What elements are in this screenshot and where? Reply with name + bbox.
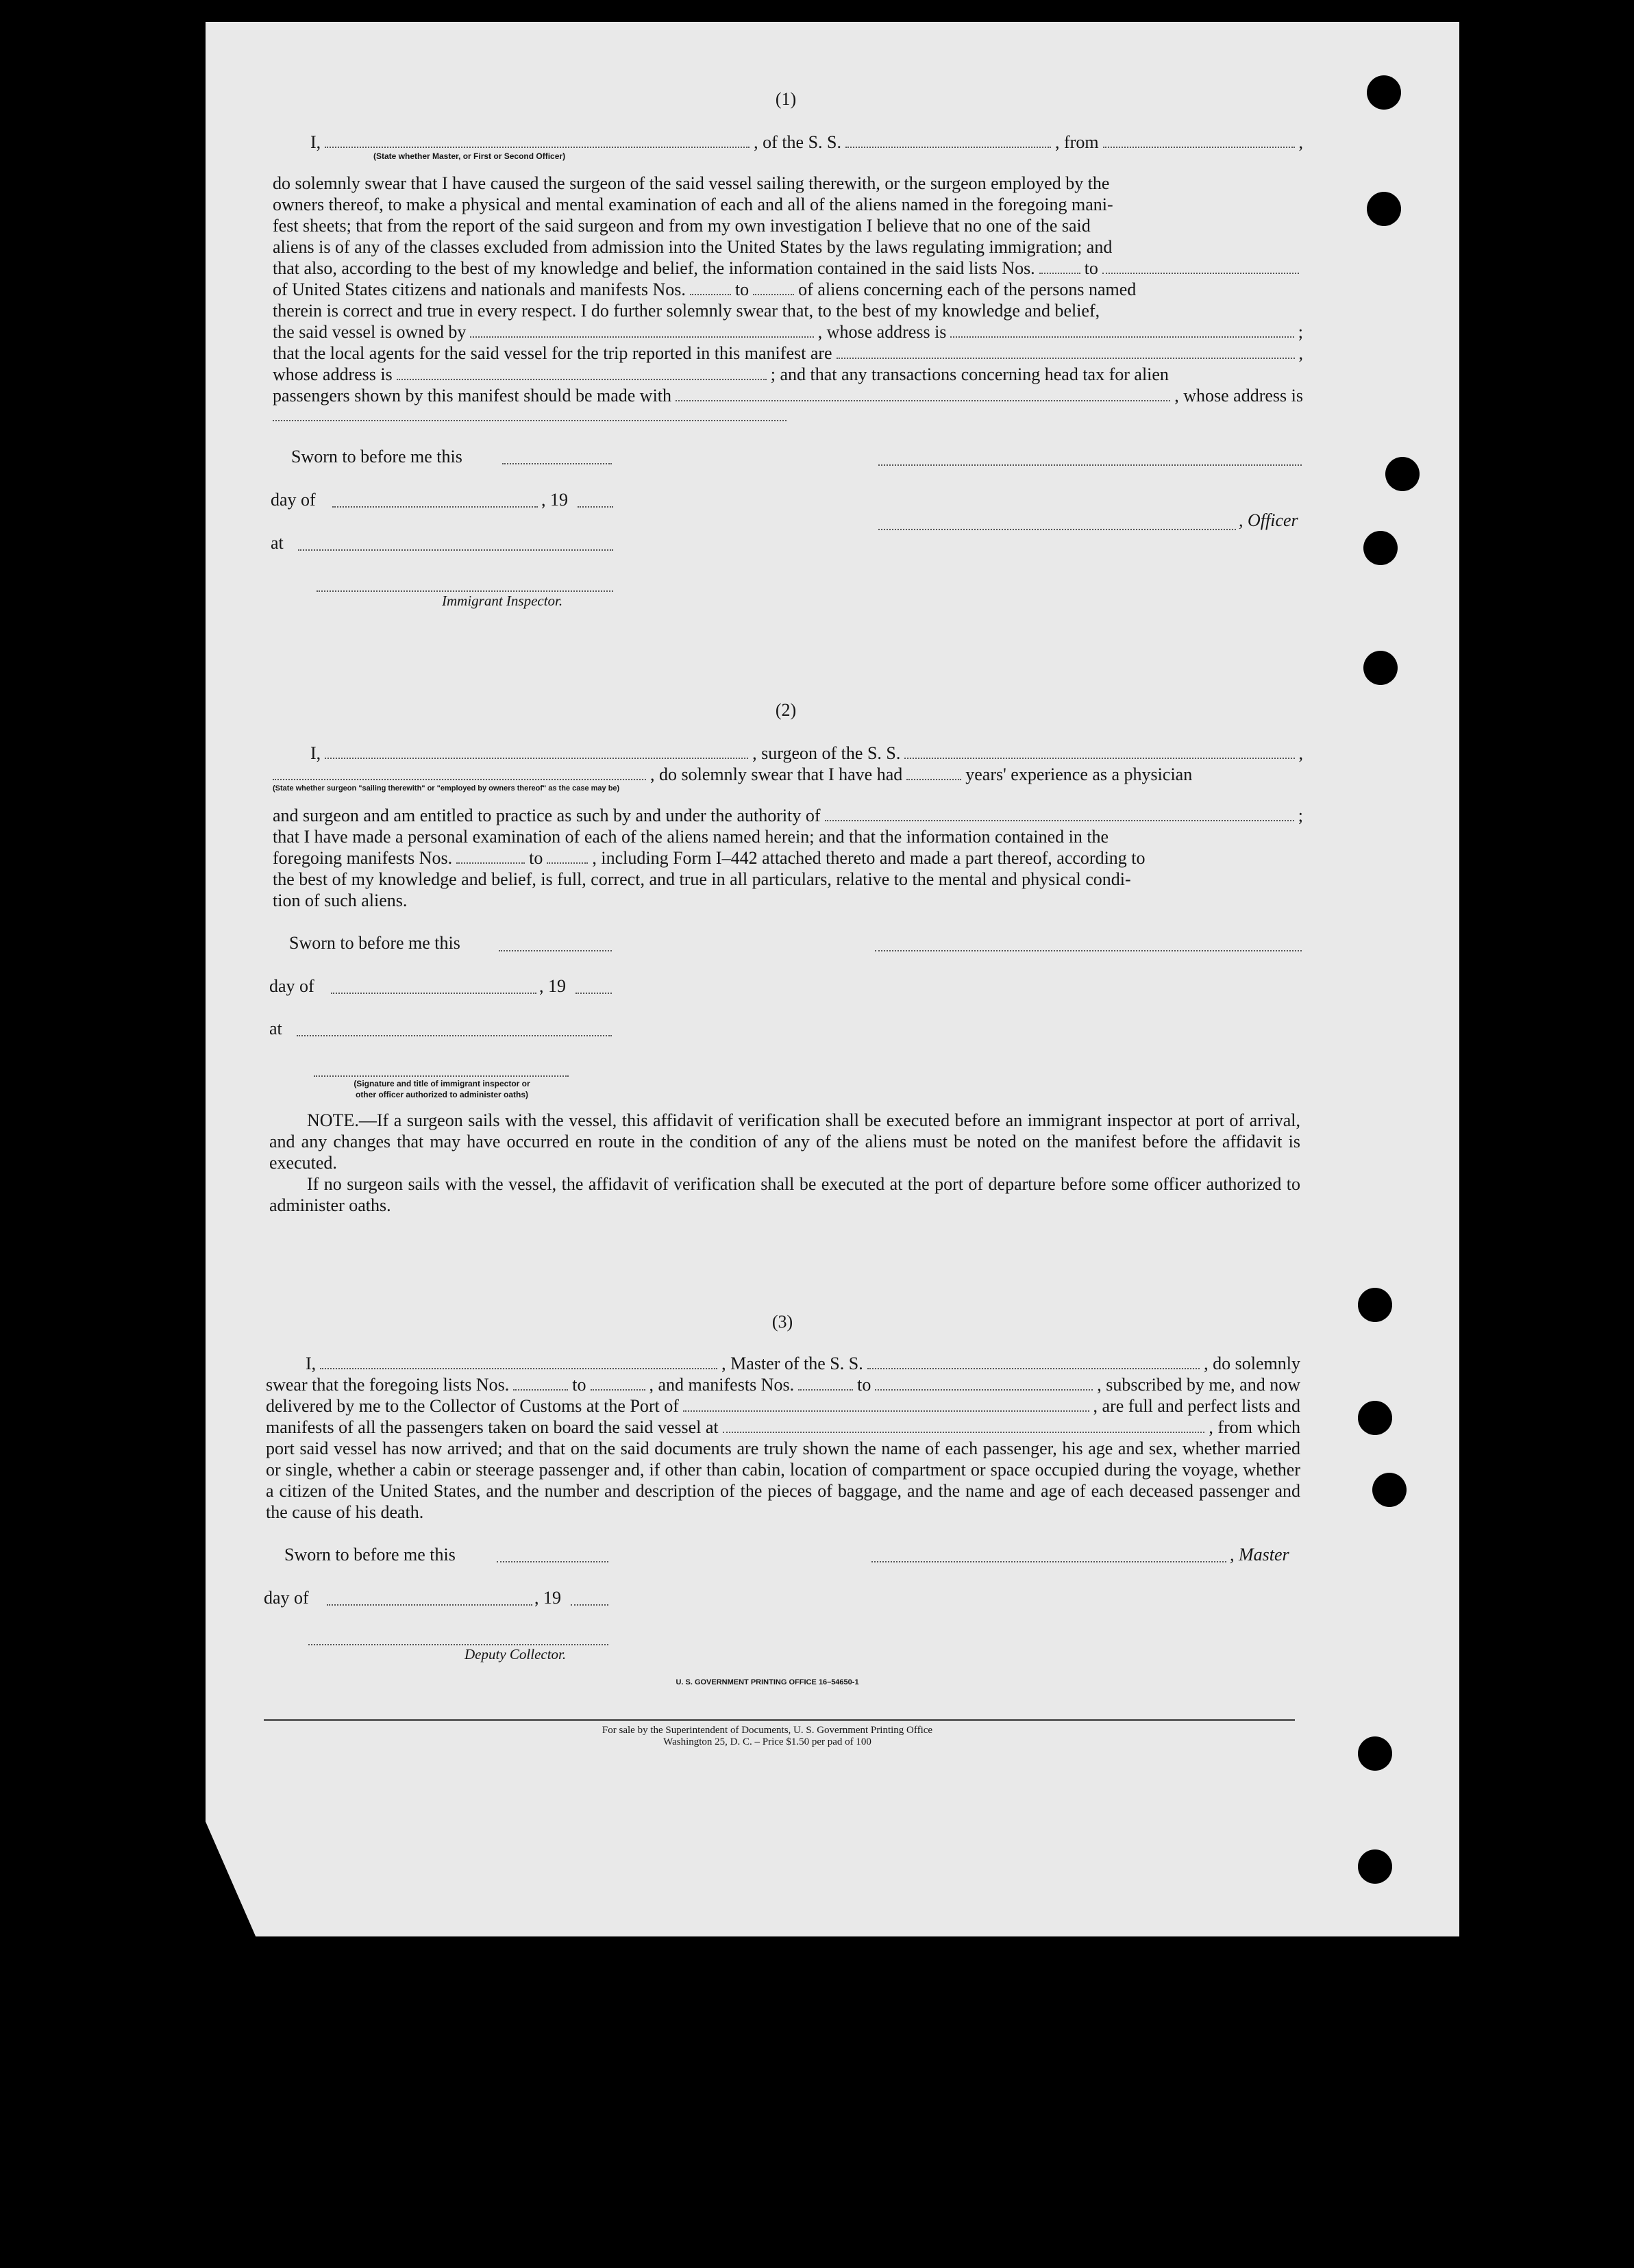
deputy-signature-line[interactable] (308, 1643, 608, 1645)
section-2-body (273, 805, 1303, 911)
surgeon-manifests-from-field[interactable] (456, 849, 525, 864)
text: to (857, 1375, 871, 1395)
year-field-2[interactable] (575, 991, 612, 994)
master-lists-to-field[interactable] (591, 1375, 645, 1391)
text: fest sheets; that from the report of the said surgeon and from my own investigation I believe that no one of the said (273, 216, 1091, 236)
text: of United States citizens and nationals and manifests Nos. (273, 279, 686, 299)
section-3-lines (266, 1353, 1300, 1438)
text: I, (310, 132, 321, 152)
punch-hole (1358, 1736, 1392, 1771)
sworn-date-field-1[interactable] (502, 462, 612, 464)
sworn-label-3: Sworn to before me this (284, 1545, 456, 1565)
inspector-signature-line[interactable] (317, 589, 613, 592)
section-1-line-1 (273, 132, 1303, 153)
surgeon-status-field[interactable] (273, 765, 646, 780)
sale-notice-2: Washington 25, D. C. – Price $1.50 per pad of 100 (663, 1736, 871, 1747)
text: , and manifests Nos. (649, 1375, 795, 1395)
text: that also, according to the best of my knowledge and belief, the information contained in the said lists Nos. (273, 258, 1035, 278)
text: , whose address is (1174, 386, 1303, 406)
text: passengers shown by this manifest should be made with (273, 386, 672, 406)
text: that the local agents for the said vessel for the trip reported in this manifest are (273, 343, 832, 363)
note-2-text: If no surgeon sails with the vessel, the affidavit of verification shall be executed at the port of departure before some officer authorized to administer oaths. (269, 1174, 1300, 1215)
text: , from which (1209, 1417, 1300, 1437)
text: , including Form I–442 attached thereto and made a part thereof, according to (592, 848, 1146, 868)
no-surgeon-note (269, 1173, 1300, 1216)
text: , of the S. S. (754, 132, 842, 152)
text: , subscribed by me, and now (1097, 1375, 1300, 1395)
text: , (1298, 743, 1303, 763)
surgeon-vessel-field[interactable] (904, 744, 1294, 759)
owner-address-field[interactable] (950, 323, 1293, 338)
year-field-3[interactable] (571, 1603, 608, 1606)
master-lists-from-field[interactable] (513, 1375, 568, 1391)
punch-hole (1367, 192, 1401, 226)
punch-hole (1363, 531, 1398, 565)
master-manifests-to-field[interactable] (875, 1375, 1093, 1391)
years-experience-field[interactable] (906, 765, 961, 780)
authority-field[interactable] (825, 806, 1294, 821)
lists-to-field[interactable] (1102, 259, 1299, 274)
master-title: , Master (1230, 1545, 1289, 1565)
text: years' experience as a physician (965, 764, 1193, 784)
section-2-line-1 (273, 743, 1303, 785)
text: I, (306, 1354, 317, 1373)
text: delivered by me to the Collector of Customs at the Port of (266, 1396, 679, 1416)
text: that I have made a personal examination of each of the aliens named herein; and that the information contained in the (273, 827, 1109, 847)
officer-rank-field[interactable] (325, 133, 750, 148)
place-field-1[interactable] (298, 548, 613, 551)
text: swear that the foregoing lists Nos. (266, 1375, 510, 1395)
surgeon-signature-line[interactable] (875, 949, 1302, 951)
day-of-label-3: day of (264, 1588, 309, 1608)
vessel-name-field[interactable] (845, 133, 1051, 148)
text: ; (1298, 806, 1303, 825)
sworn-label-1: Sworn to before me this (291, 447, 462, 466)
owner-field[interactable] (470, 323, 813, 338)
surgeon-note (269, 1110, 1300, 1173)
punch-hole (1358, 1849, 1392, 1884)
text: , do solemnly (1204, 1354, 1300, 1373)
place-field-2[interactable] (297, 1034, 612, 1036)
sale-notice-1: For sale by the Superintendent of Documents, U. S. Government Printing Office (602, 1725, 933, 1736)
text: ; (1298, 322, 1303, 342)
gpo-imprint: U. S. GOVERNMENT PRINTING OFFICE 16–54650-1 (676, 1678, 859, 1686)
month-field-3[interactable] (327, 1603, 532, 1606)
head-tax-address-field[interactable] (273, 419, 787, 421)
text: port said vessel has now arrived; and that on the said documents are truly shown the name of each passenger, his age and sex, whether married or single, whether a cabin or steerage passenger and, if other than cabin, location of compartment or space occupied during the voyage, whether a citizen of the United States, and the number and description of the pieces of baggage, and the name and age of each deceased passenger and the cause of his death. (266, 1438, 1300, 1522)
text: and surgeon and am entitled to practice as such by and under the authority of (273, 806, 821, 825)
at-label-1: at (271, 533, 284, 553)
text: do solemnly swear that I have caused the surgeon of the said vessel sailing therewith, or the surgeon employed by the (273, 173, 1110, 193)
sworn-label-2: Sworn to before me this (289, 933, 460, 953)
text: aliens is of any of the classes excluded from admission into the United States by the laws regulating immigration; and (273, 237, 1113, 257)
text: therein is correct and true in every respect. I do further solemnly swear that, to the best of my knowledge and belief, (273, 301, 1100, 321)
note-label: NOTE. (307, 1110, 359, 1130)
master-name-field[interactable] (320, 1354, 717, 1369)
text: I, (310, 743, 321, 763)
agents-address-field[interactable] (397, 365, 767, 380)
footer-rule (264, 1719, 1295, 1721)
surgeon-status-caption: (State whether surgeon "sailing therewith" or "employed by owners thereof" as the case may be) (273, 784, 620, 793)
text: , (1298, 132, 1303, 152)
year-label-2: , 19 (539, 976, 566, 996)
year-label-3: , 19 (534, 1588, 561, 1608)
text: whose address is (273, 364, 393, 384)
text: tion of such aliens. (273, 890, 408, 910)
text: , surgeon of the S. S. (752, 743, 901, 763)
lists-from-field[interactable] (1039, 259, 1080, 274)
manifests-to-field[interactable] (753, 280, 794, 295)
master-signature-line[interactable] (871, 1560, 1226, 1562)
text: , Master of the S. S. (721, 1354, 863, 1373)
month-field-1[interactable] (332, 505, 538, 508)
officer-signature-line-1[interactable] (878, 463, 1302, 466)
text: of aliens concerning each of the persons named (798, 279, 1137, 299)
administering-officer-line[interactable] (314, 1074, 569, 1077)
section-1-number: (1) (775, 89, 797, 109)
officer-signature-line-2[interactable] (878, 527, 1236, 530)
master-vessel-field[interactable] (867, 1354, 1200, 1369)
master-manifests-from-field[interactable] (798, 1375, 853, 1391)
punch-hole (1358, 1401, 1392, 1435)
at-label-2: at (269, 1019, 282, 1038)
sworn-date-field-3[interactable] (497, 1560, 608, 1562)
day-of-label-1: day of (271, 490, 316, 510)
section-3-number: (3) (771, 1312, 793, 1332)
section-2-number: (2) (775, 700, 797, 720)
officer-title: , Officer (1239, 510, 1298, 530)
punch-hole (1367, 75, 1401, 110)
punch-hole (1372, 1473, 1407, 1507)
text: foregoing manifests Nos. (273, 848, 453, 868)
manifests-from-field[interactable] (690, 280, 731, 295)
text: the said vessel is owned by (273, 322, 467, 342)
agents-field[interactable] (837, 344, 1295, 359)
deputy-title: Deputy Collector. (465, 1646, 567, 1662)
text: manifests of all the passengers taken on board the said vessel at (266, 1417, 719, 1437)
text: to (572, 1375, 586, 1395)
text: , (1298, 343, 1303, 363)
text: to (734, 279, 750, 299)
text: to (1084, 258, 1098, 278)
head-tax-party-field[interactable] (676, 386, 1170, 401)
text: ; and that any transactions concerning head tax for alien (770, 364, 1169, 384)
section-3-body (266, 1438, 1300, 1523)
sworn-date-field-2[interactable] (499, 949, 612, 951)
sig-caption-1: (Signature and title of immigrant inspector or (354, 1079, 530, 1088)
punch-hole (1385, 457, 1420, 491)
inspector-title: Immigrant Inspector. (442, 593, 563, 609)
punch-hole (1358, 1288, 1392, 1322)
note-text: —If a surgeon sails with the vessel, this affidavit of verification shall be executed before an immigrant inspector at port of arrival, and any changes that may have occurred en route in the condition of any of the aliens must be noted on the manifest before the affidavit is executed. (269, 1110, 1300, 1173)
text: , from (1055, 132, 1099, 152)
text: , do solemnly swear that I have had (650, 764, 903, 784)
punch-hole (1363, 651, 1398, 685)
text: owners thereof, to make a physical and mental examination of each and all of the aliens named in the foregoing mani- (273, 195, 1113, 214)
surgeon-name-field[interactable] (325, 744, 748, 759)
boarding-port-field[interactable] (723, 1418, 1205, 1433)
month-field-2[interactable] (331, 991, 536, 994)
year-label-1: , 19 (541, 490, 568, 510)
day-of-label-2: day of (269, 976, 314, 996)
from-port-field[interactable] (1103, 133, 1295, 148)
port-field[interactable] (683, 1397, 1089, 1412)
surgeon-manifests-to-field[interactable] (547, 849, 588, 864)
rank-caption: (State whether Master, or First or Second Officer) (373, 151, 566, 161)
text: , are full and perfect lists and (1093, 1396, 1300, 1416)
text: to (529, 848, 543, 868)
section-1-body (273, 173, 1303, 406)
text: the best of my knowledge and belief, is full, correct, and true in all particulars, relative to the mental and physical condi- (273, 869, 1131, 889)
text: , whose address is (817, 322, 947, 342)
year-field-1[interactable] (578, 505, 613, 508)
sig-caption-2: other officer authorized to administer oaths) (355, 1090, 529, 1099)
